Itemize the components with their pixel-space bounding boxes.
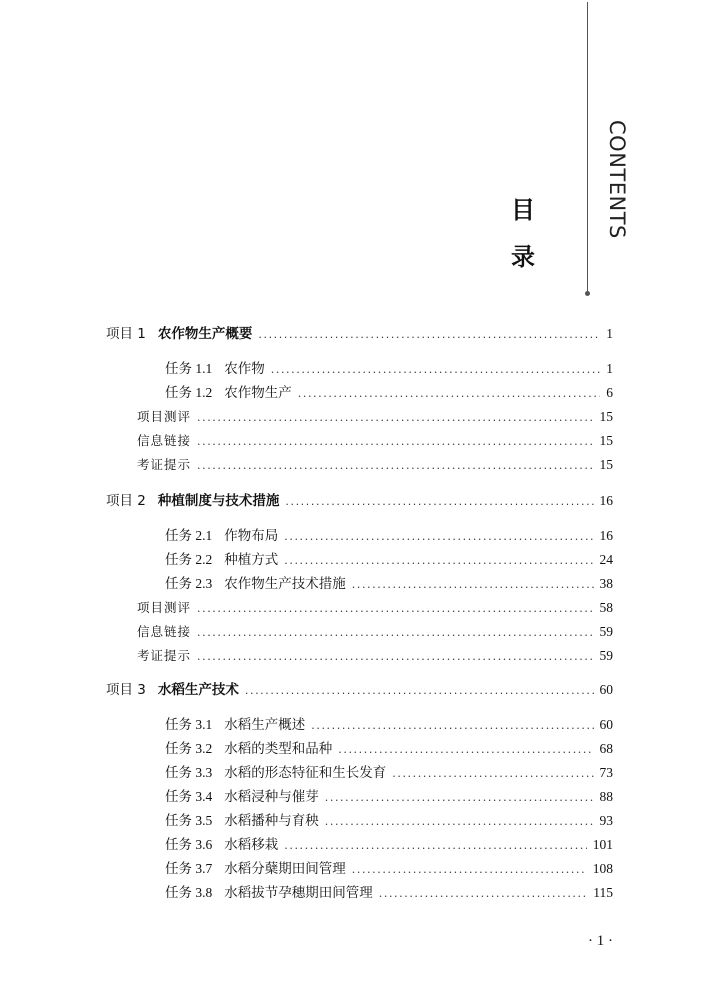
toc-leader-dots (284, 835, 587, 857)
page-title (508, 198, 538, 269)
toc-leader-dots (298, 383, 601, 405)
toc-task-number: 任务 2.2 (165, 552, 213, 567)
toc-project-1[interactable] (106, 323, 613, 345)
toc-task-title: 农作物生产 (224, 385, 292, 401)
toc-task-3-1[interactable] (165, 714, 613, 736)
toc-task-title: 作物布局 (224, 528, 279, 544)
toc-task-title: 水稻播种与育秧 (224, 813, 319, 829)
toc-task-3-2[interactable] (165, 738, 613, 760)
contents-label: CONTENTS (605, 120, 629, 239)
toc-leader-dots (325, 787, 594, 809)
toc-misc-title: 考证提示 (137, 648, 192, 663)
toc-project-title: 农作物生产概要 (157, 326, 253, 342)
toc-page-number: 6 (606, 385, 613, 400)
toc-leader-dots (197, 431, 593, 453)
toc-project-3[interactable] (106, 679, 613, 701)
toc-page-number: 60 (599, 682, 613, 697)
toc-project-number: 项目 3 (106, 682, 146, 698)
toc-page-number: 115 (593, 885, 613, 900)
header-divider-line (587, 2, 588, 294)
toc-task-2-2[interactable] (165, 549, 613, 571)
toc-task-number: 任务 3.6 (165, 837, 213, 852)
toc-exam-tips-2[interactable] (137, 645, 613, 667)
toc-leader-dots (285, 491, 593, 513)
header-divider-end-dot (585, 291, 590, 296)
toc-page-number: 15 (599, 409, 613, 424)
toc-task-2-1[interactable] (165, 525, 613, 547)
toc-leader-dots (311, 715, 593, 737)
toc-task-3-5[interactable] (165, 810, 613, 832)
toc-leader-dots (392, 763, 593, 785)
toc-task-3-7[interactable] (165, 858, 613, 880)
toc-task-number: 任务 2.1 (165, 528, 213, 543)
toc-leader-dots (379, 883, 588, 905)
toc-page-number: 38 (599, 576, 613, 591)
toc-leader-dots (197, 598, 593, 620)
toc-task-number: 任务 3.3 (165, 765, 213, 780)
toc-task-3-3[interactable] (165, 762, 613, 784)
toc-task-1-2[interactable] (165, 382, 613, 404)
toc-project-number: 项目 1 (106, 326, 146, 342)
toc-misc-title: 考证提示 (137, 457, 192, 472)
toc-leader-dots (352, 859, 587, 881)
page-title-char-1: 目 (511, 196, 535, 224)
toc-exam-tips-1[interactable] (137, 454, 613, 476)
toc-evaluation-2[interactable] (137, 597, 613, 619)
toc-project-title: 种植制度与技术措施 (157, 493, 280, 509)
toc-task-title: 水稻分蘖期田间管理 (224, 861, 346, 877)
toc-task-3-6[interactable] (165, 834, 613, 856)
toc-leader-dots (338, 739, 593, 761)
toc-task-title: 水稻的类型和品种 (224, 741, 333, 757)
toc-page-number: 1 (606, 361, 613, 376)
toc-task-3-4[interactable] (165, 786, 613, 808)
toc-misc-title: 信息链接 (137, 624, 192, 639)
toc-task-title: 水稻拔节孕穗期田间管理 (224, 885, 373, 901)
toc-page-number: 1 (606, 326, 613, 341)
toc-project-title: 水稻生产技术 (157, 682, 239, 698)
toc-page-number: 101 (592, 837, 613, 852)
toc-page-number: 24 (599, 552, 613, 567)
toc-task-title: 农作物 (224, 361, 265, 377)
toc-misc-title: 信息链接 (137, 433, 192, 448)
toc-page-number: 16 (599, 493, 613, 508)
toc-task-number: 任务 1.1 (165, 361, 213, 376)
page-number: · 1 · (588, 933, 613, 949)
toc-task-1-1[interactable] (165, 358, 613, 380)
toc-leader-dots (352, 574, 594, 596)
toc-page-number: 59 (599, 624, 613, 639)
toc-leader-dots (197, 455, 593, 477)
toc-leader-dots (325, 811, 594, 833)
toc-page-number: 68 (599, 741, 613, 756)
toc-task-number: 任务 3.5 (165, 813, 213, 828)
toc-misc-title: 项目测评 (137, 600, 192, 615)
toc-task-title: 水稻浸种与催芽 (224, 789, 319, 805)
toc-page-number: 15 (599, 433, 613, 448)
toc-leader-dots (245, 680, 594, 702)
toc-task-2-3[interactable] (165, 573, 613, 595)
toc-leader-dots (271, 359, 601, 381)
toc-project-number: 项目 2 (106, 493, 146, 509)
toc-task-title: 水稻生产概述 (224, 717, 306, 733)
toc-page-number: 60 (599, 717, 613, 732)
toc-task-number: 任务 2.3 (165, 576, 213, 591)
toc-task-number: 任务 3.4 (165, 789, 213, 804)
toc-page-number: 73 (599, 765, 613, 780)
toc-task-title: 水稻的形态特征和生长发育 (224, 765, 387, 781)
toc-evaluation-1[interactable] (137, 406, 613, 428)
toc-misc-title: 项目测评 (137, 409, 192, 424)
toc-page-number: 16 (599, 528, 613, 543)
toc-page-number: 15 (599, 457, 613, 472)
toc-task-number: 任务 3.8 (165, 885, 213, 900)
toc-task-title: 水稻移栽 (224, 837, 279, 853)
toc-project-2[interactable] (106, 490, 613, 512)
toc-task-number: 任务 3.2 (165, 741, 213, 756)
toc-leader-dots (258, 324, 600, 346)
toc-leader-dots (284, 550, 593, 572)
toc-info-links-1[interactable] (137, 430, 613, 452)
toc-task-title: 种植方式 (224, 552, 279, 568)
toc-task-number: 任务 1.2 (165, 385, 213, 400)
toc-leader-dots (197, 646, 593, 668)
toc-leader-dots (197, 407, 593, 429)
toc-task-number: 任务 3.1 (165, 717, 213, 732)
toc-page-number: 58 (599, 600, 613, 615)
toc-page-number: 108 (592, 861, 613, 876)
toc-page-number: 93 (599, 813, 613, 828)
toc-leader-dots (197, 622, 593, 644)
toc-task-number: 任务 3.7 (165, 861, 213, 876)
toc-page-number: 59 (599, 648, 613, 663)
toc-page-number: 88 (599, 789, 613, 804)
toc-info-links-2[interactable] (137, 621, 613, 643)
toc-task-title: 农作物生产技术措施 (224, 576, 346, 592)
page-title-char-2: 录 (511, 243, 535, 271)
toc-leader-dots (284, 526, 593, 548)
toc-task-3-8[interactable] (165, 882, 613, 904)
